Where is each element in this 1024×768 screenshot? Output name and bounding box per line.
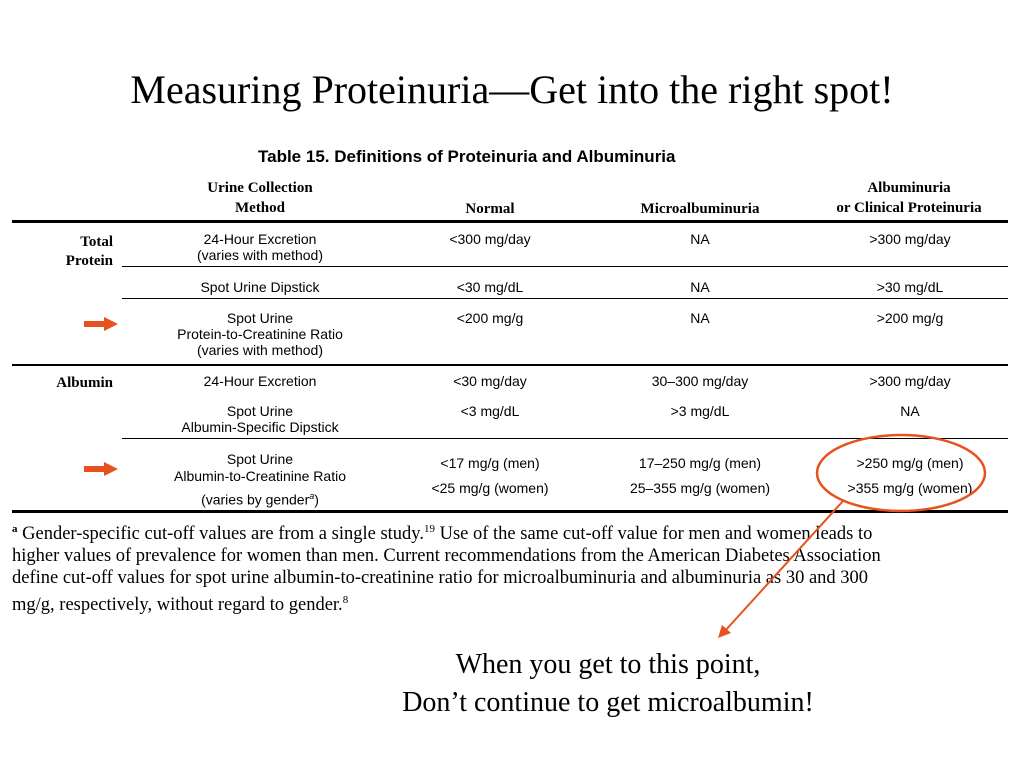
- reference-number: 19: [423, 523, 435, 535]
- header-method-line1: Urine Collection: [207, 180, 313, 196]
- cell-albuminuria: >300 mg/day: [869, 231, 951, 247]
- method-line: (varies with method): [196, 342, 324, 358]
- cell-line: >355 mg/g (women): [847, 480, 973, 496]
- method-line: 24-Hour Excretion: [203, 231, 317, 247]
- group-label-line: Total: [80, 234, 113, 250]
- cell-line: >250 mg/g (men): [856, 455, 964, 471]
- header-normal: Normal: [465, 201, 515, 217]
- method-line-close: ): [314, 491, 319, 508]
- footnote-line: define cut-off values for spot urine albumin-to-creatinine ratio for microalbuminuria and albuminuria as 30 and 300: [12, 568, 869, 589]
- cell-normal: <200 mg/g: [456, 310, 524, 326]
- cell-albuminuria: NA: [900, 403, 920, 419]
- reference-number: 8: [342, 594, 349, 607]
- cell-micro: 30–300 mg/day: [651, 373, 749, 389]
- slide-title: Measuring Proteinuria—Get into the right spot!: [130, 67, 894, 112]
- cell-normal: <3 mg/dL: [460, 403, 520, 419]
- cell-albuminuria: >300 mg/day: [869, 373, 951, 389]
- pointer-line: [724, 501, 843, 632]
- header-method-line2: Method: [235, 200, 285, 216]
- cell-line: <17 mg/g (men): [440, 455, 540, 471]
- cell-line: <25 mg/g (women): [431, 480, 549, 496]
- header-albuminuria-line1: Albuminuria: [867, 180, 951, 196]
- cell-normal: <30 mg/dL: [456, 279, 524, 295]
- footnote-text: Use of the same cut-off value for men and women leads to: [434, 524, 873, 545]
- method-line: Albumin-to-Creatinine Ratio: [174, 468, 346, 484]
- method-line-text: (varies by gender: [201, 491, 310, 508]
- table-caption: Table 15. Definitions of Proteinuria and Albuminuria: [258, 147, 676, 166]
- cell-line: 25–355 mg/g (women): [629, 480, 771, 496]
- table-row-method: 24-Hour Excretion: [203, 373, 317, 389]
- bottom-note-line2: Don’t continue to get microalbumin!: [402, 687, 814, 718]
- bottom-note-line1: When you get to this point,: [455, 649, 761, 680]
- method-line: Spot Urine: [226, 310, 294, 326]
- footnote-marker: a: [309, 491, 315, 501]
- footnote-text: mg/g, respectively, without regard to gender.: [12, 595, 343, 616]
- footnote-marker: a: [12, 523, 18, 535]
- header-albuminuria-line2: or Clinical Proteinuria: [836, 200, 982, 216]
- cell-line: 17–250 mg/g (men): [638, 455, 762, 471]
- cell-micro: NA: [690, 231, 710, 247]
- footnote-line: higher values of prevalence for women than men. Current recommendations from the American Diabetes Association: [12, 546, 881, 567]
- method-line: Protein-to-Creatinine Ratio: [177, 326, 343, 342]
- method-line: Spot Urine: [226, 451, 294, 467]
- cell-albuminuria: >200 mg/g: [876, 310, 944, 326]
- cell-albuminuria: >30 mg/dL: [876, 279, 944, 295]
- ellipse-highlight: [817, 435, 985, 511]
- cell-normal: <30 mg/day: [453, 373, 527, 389]
- method-line: Albumin-Specific Dipstick: [181, 419, 339, 435]
- header-microalbuminuria: Microalbuminuria: [640, 201, 760, 217]
- cell-normal: <300 mg/day: [449, 231, 531, 247]
- table-row-method: Spot Urine Dipstick: [200, 279, 320, 295]
- method-line: (varies with method): [196, 247, 324, 263]
- method-line: Spot Urine: [226, 403, 294, 419]
- group-label-albumin: Albumin: [56, 375, 113, 391]
- cell-micro: NA: [690, 279, 710, 295]
- footnote-text: Gender-specific cut-off values are from a single study.: [17, 524, 424, 545]
- bottom-note: [280, 646, 936, 722]
- cell-micro: >3 mg/dL: [670, 403, 730, 419]
- cell-micro: NA: [690, 310, 710, 326]
- group-label-line: Protein: [65, 253, 113, 269]
